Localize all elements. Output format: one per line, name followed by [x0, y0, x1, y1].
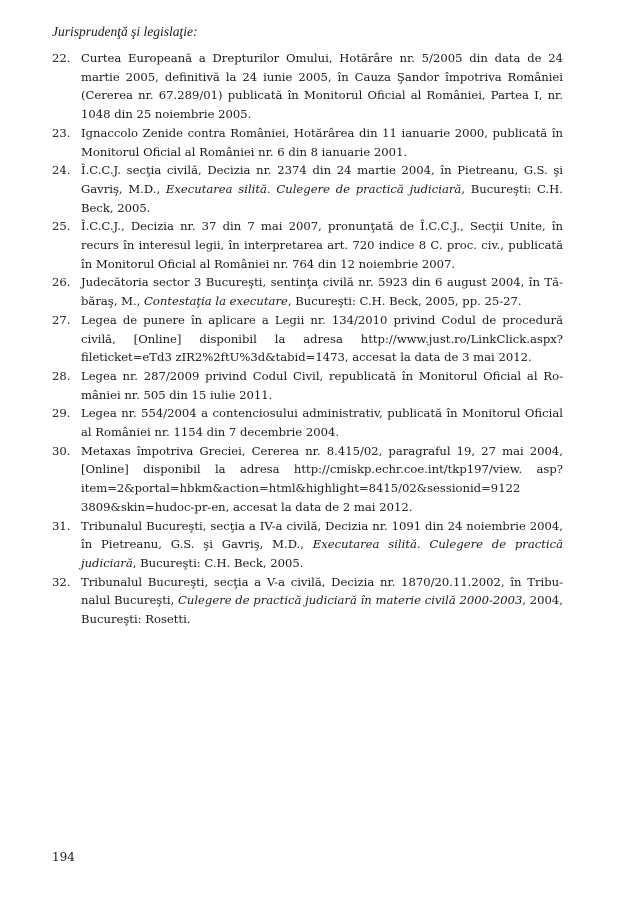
reference-title-italic: Contestaţia la executare	[144, 294, 288, 309]
reference-item	[52, 442, 563, 517]
reference-text	[81, 369, 563, 402]
reference-text	[81, 51, 563, 121]
reference-text	[81, 575, 563, 626]
reference-number: 30.	[52, 443, 71, 458]
reference-text-segment: Î.C.C.J. secţia civilă, Decizia nr. 2374 din 24 martie 2004, în Pietreanu, G.S. şi Gavriş, M.D.,	[81, 163, 563, 196]
reference-text-segment: Judecătoria sector 3 Bucureşti, sentinţa civilă nr. 5923 din 6 august 2004, în Tăbăraş, M.,	[81, 275, 563, 309]
reference-text-segment: Legea nr. 554/2004 a contenciosului administrativ, publicată în Monitorul Oficial al României nr. 1154 din 7 decembrie 2004.	[81, 406, 563, 440]
reference-text	[81, 275, 563, 308]
reference-text-segment: Tribunalul Bucureşti, secţia a V-a civilă, Decizia nr. 1870/20.11.2002, în Tribunalul Bucureşti,	[81, 574, 563, 608]
reference-number: 22.	[52, 51, 71, 65]
reference-text-segment: Ignaccolo Zenide contra României, Hotărârea din 11 ianuarie 2000, publicată în Monitorul Oficial al României nr. 6 din 8 ianuarie 2001.	[81, 125, 563, 159]
reference-item	[52, 311, 563, 367]
reference-text-segment: , Bucureşti: C.H. Beck, 2005, pp. 25-27.	[287, 294, 522, 309]
reference-text-segment: Î.C.C.J., Decizia nr. 37 din 7 mai 2007, pronunţată de Î.C.C.J., Secţii Unite, în recurs în interesul legii, în interpretarea art. 720 indice 8 C. proc. civ., publicată în Monitorul Oficial al României nr. 764 din 12 noiembrie 2007.	[81, 219, 563, 271]
reference-text-segment: Curtea Europeană a Drepturilor Omului, Hotărâre nr. 5/2005 din data de 24 martie 2005, definitivă la 24 iunie 2005, în Cauza Şandor împotriva României (Cererea nr. 67.289/01) publicată în Monitorul Oficial al României, Partea I, nr. 1048 din 25 noiembrie 2005.	[81, 51, 563, 122]
reference-text-segment: Legea de punere în aplicare a Legii nr. 134/2010 privind Codul de procedură civilă, [Online] disponibil la adresa http://www.just.ro/LinkClick.aspx?fileticket=eTd3 zIR2%2ftU%3d&tabid=1473, accesat la data de 3 mai 2012.	[81, 312, 563, 365]
reference-item	[52, 273, 563, 310]
reference-text-segment: Metaxas împotriva Greciei, Cererea nr. 8.415/02, paragraful 19, 27 mai 2004, [Online] disponibil la adresa http://cmiskp.echr.coe.int/tkp197/view. asp?item=2&portal=hbkm&action=html&highlight=8415/02&sessionid=9122 3809&skin=hudoc-pr-en, accesat la data de 2 mai 2012.	[81, 443, 563, 514]
reference-text-segment: , Bucureşti: C.H. Beck, 2005.	[81, 181, 563, 215]
reference-number: 23.	[52, 125, 71, 140]
reference-item	[52, 404, 563, 441]
reference-item	[52, 217, 563, 273]
reference-number: 29.	[52, 406, 71, 421]
reference-number: 25.	[52, 219, 71, 234]
reference-text-segment: , 2004, Bucureşti: Rosetti.	[81, 593, 563, 627]
reference-number: 28.	[52, 368, 71, 383]
reference-number: 26.	[52, 275, 71, 290]
reference-text	[81, 219, 563, 270]
section-heading: Jurisprudenţă şi legislaţie:	[52, 24, 198, 39]
reference-text	[81, 519, 563, 570]
reference-item	[52, 573, 563, 629]
reference-text-segment: Tribunalul Bucureşti, secţia a IV-a civilă, Decizia nr. 1091 din 24 noiembrie 2004, în Pietreanu, G.S. şi Gavriş, M.D.,	[81, 518, 563, 552]
reference-title-italic: Executarea silită. Culegere de practică judiciară	[165, 181, 462, 196]
reference-text-segment: , Bucureşti: C.H. Beck, 2005.	[132, 555, 304, 570]
reference-number: 24.	[52, 163, 71, 178]
reference-item	[52, 161, 563, 217]
reference-title-italic: Culegere de practică judiciară în materie civilă 2000-2003	[178, 593, 523, 608]
reference-text	[81, 444, 563, 514]
reference-text	[81, 406, 563, 439]
reference-text	[81, 163, 563, 214]
reference-text	[81, 313, 563, 364]
reference-list	[52, 49, 563, 629]
reference-item	[52, 49, 563, 124]
reference-item	[52, 124, 563, 161]
reference-text-segment: Legea nr. 287/2009 privind Codul Civil, republicată în Monitorul Oficial al României nr. 505 din 15 iulie 2011.	[81, 368, 563, 402]
reference-number: 27.	[52, 312, 71, 327]
reference-number: 31.	[52, 518, 71, 533]
reference-item	[52, 367, 563, 404]
reference-title-italic: Executarea silită. Culegere de practică judiciară	[81, 537, 563, 570]
reference-number: 32.	[52, 574, 71, 589]
reference-text	[81, 126, 563, 159]
reference-item	[52, 517, 563, 573]
page-number: 194	[52, 850, 75, 864]
